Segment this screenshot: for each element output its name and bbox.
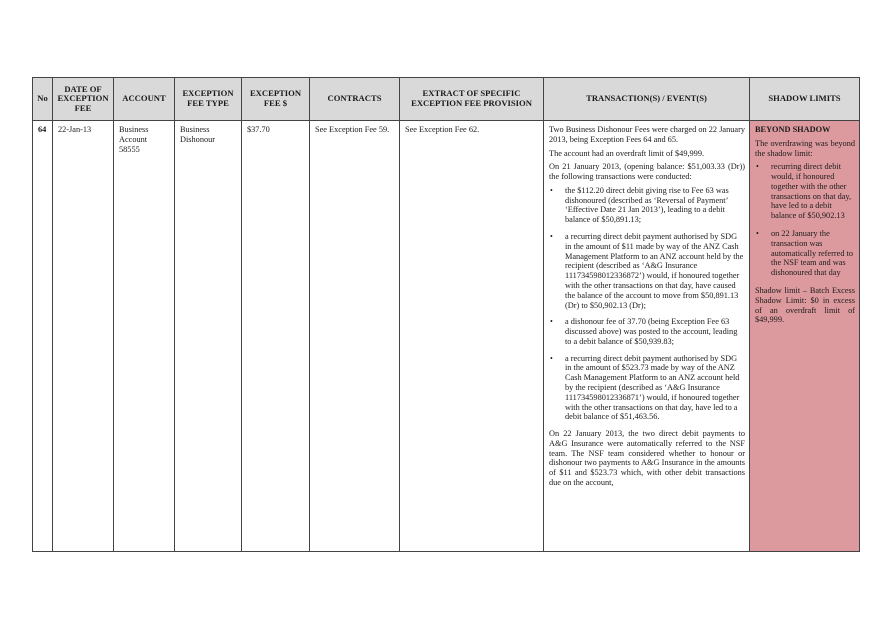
header-fee-type: EXCEPTION FEE TYPE [175,78,242,121]
cell-contracts: See Exception Fee 59. [310,121,400,552]
cell-shadow-limits [750,121,860,552]
header-date: DATE OF EXCEPTION FEE [53,78,114,121]
transactions-paragraph-1: Two Business Dishonour Fees were charged on 22 January 2013, being Exception Fees 64 and 65. [549,125,745,144]
table-row [33,121,860,552]
shadow-intro: The overdrawing was beyond the shadow limit: [755,138,855,158]
transactions-list-item: • the $112.20 direct debit giving rise to Fee 63 was dishonoured (described as ‘Reversal of Payment’ ‘Effective Date 21 Jan 2013’), leading to a debit balance of $50,891.13; [565,186,745,225]
header-shadow-limits: SHADOW LIMITS [750,78,860,121]
header-no: No [33,78,53,121]
header-contracts: CONTRACTS [310,78,400,121]
header-account: ACCOUNT [114,78,175,121]
cell-account: Business Account 58555 [114,121,175,552]
transactions-paragraph-3: On 21 January 2013, (opening balance: $51,003.33 (Dr)) the following transactions were conducted: [549,162,745,182]
cell-date: 22-Jan-13 [53,121,114,552]
header-extract: EXTRACT OF SPECIFIC EXCEPTION FEE PROVISION [400,78,544,121]
shadow-heading: BEYOND SHADOW [755,125,831,134]
header-row [33,78,860,121]
exception-fee-table [32,77,860,552]
cell-fee-amount: $37.70 [242,121,310,552]
transactions-list-item: • a recurring direct debit payment authorised by SDG in the amount of $523.73 made by way of the ANZ Cash Management Platform to an ANZ account held by the recipient (described as ‘A&G Insurance 111734598012336871’) would, if honoured together with the other transactions on that day, have led to a debit balance of $51,463.56. [565,354,745,422]
header-fee-amount: EXCEPTION FEE $ [242,78,310,121]
shadow-list [755,162,855,278]
shadow-footer: Shadow limit – Batch Excess Shadow Limit: $0 in excess of an overdraft limit of $49,999. [755,285,855,325]
cell-no: 64 [33,121,53,552]
transactions-list [549,186,745,422]
transactions-paragraph-4: On 22 January 2013, the two direct debit payments to A&G Insurance were automatically referred to the NSF team. The NSF team considered whether to honour or dishonour two payments to A&G Insurance in the amounts of $11 and $523.73 which, with other debit transactions due on the account, [549,429,745,487]
shadow-list-item: • recurring direct debit would, if honoured together with the other transactions on that day, have led to a debit balance of $50,902.13 [771,162,855,221]
shadow-list-item: • on 22 January the transaction was automatically referred to the NSF team and was dishonoured that day [771,229,855,278]
transactions-list-item: • a dishonour fee of 37.70 (being Exception Fee 63 discussed above) was posted to the account, leading to a debit balance of $50,939.83; [565,317,745,346]
transactions-paragraph-2: The account had an overdraft limit of $49,999. [549,148,705,158]
cell-transactions [544,121,750,552]
cell-extract: See Exception Fee 62. [400,121,544,552]
header-transactions: TRANSACTION(S) / EVENT(S) [544,78,750,121]
transactions-list-item: • a recurring direct debit payment authorised by SDG in the amount of $11 made by way of the ANZ Cash Management Platform to an ANZ account held by the recipient (described as ‘A&G Insurance 111734598012336872’) would, if honoured together with the other transactions on that day, have caused the balance of the account to move from $50,891.13 (Dr) to $50,902.13 (Dr); [565,232,745,310]
cell-fee-type: Business Dishonour [175,121,242,552]
